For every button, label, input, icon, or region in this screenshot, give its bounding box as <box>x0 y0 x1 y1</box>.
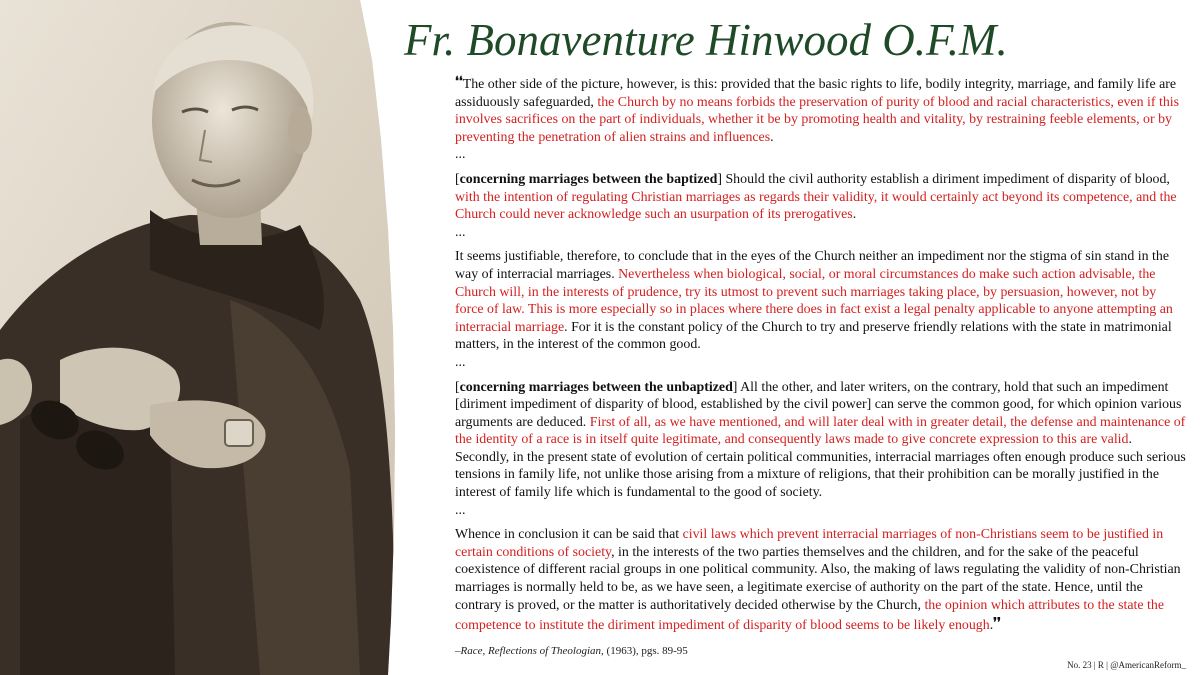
ellipsis: ... <box>455 354 466 370</box>
highlight: First of all, as we have mentioned, and will later deal with in greater detail, the defense and maintenance of the identity of a race is in itself quite legitimate, and consequently laws made to give concrete expression to this are valid <box>455 414 1186 448</box>
paragraph-3: It seems justifiable, therefore, to conclude that in the eyes of the Church neither an impediment nor the stigma of sin stand in the way of interracial marriages. Nevertheless when biological, social, or moral circumstances do make such action advisable, the Church will, in the interests of prudence, try its utmost to prevent such marriages taking place, by persuasion, however, not by force of law. This is more especially so in places where there does in fact exist a legal penalty applicable to anyone attempting an interracial marriage. For it is the constant policy of the Church to try and preserve friendly relations with the state in matrimonial matters, in the interest of the common good. <box>455 249 1173 353</box>
paragraph-4: [concerning marriages between the unbaptized] All the other, and later writers, on the contrary, hold that such an impediment [diriment impediment of disparity of blood, established by the civil power] can serve the common good, for which opinion various arguments are deduced. First of all, as we have mentioned, and will later deal with in greater detail, the defense and maintenance of the identity of a race is in itself quite legitimate, and consequently laws made to give concrete expression to this are valid. Secondly, in the present state of evolution of certain political communities, interracial marriages often enough produce such serious tensions in family life, not unlike those arising from a mixture of religions, that their prohibition can be morally justified in the interest of family life which is fundamental to the good of society. <box>455 379 1186 501</box>
paragraph-2: [concerning marriages between the baptized] Should the civil authority establish a diriment impediment of disparity of blood, with the intention of regulating Christian marriages as regards their validity, it would certainly act beyond its competence, and the Church could never acknowledge such an usurpation of its prerogatives. <box>455 171 1177 223</box>
ellipsis: ... <box>455 224 466 240</box>
close-quote-mark: ❜❜ <box>993 615 1001 630</box>
highlight: the opinion which attributes to the state the competence to institute the diriment impediment of disparity of blood seems to be likely enough <box>455 597 1165 634</box>
open-quote-mark: ❛❛ <box>455 74 463 88</box>
page-title: Fr. Bonaventure Hinwood O.F.M. <box>404 15 1008 65</box>
portrait-illustration <box>0 0 400 675</box>
book-title: Race, Reflections of Theologian <box>460 645 602 657</box>
highlight: with the intention of regulating Christian marriages as regards their validity, it would certainly act beyond its competence, and the Church could never acknowledge such an usurpation of its prerogatives <box>455 189 1177 223</box>
bracket-label: concerning marriages between the baptized <box>459 171 718 187</box>
paragraph-1: ❛❛The other side of the picture, however, is this: provided that the basic rights to life, bodily integrity, marriage, and family life are assiduously safeguarded, the Church by no means forbids the preservation of purity of blood and racial characteristics, even if this involves sacrifices on the part of individuals, whether it be by promoting health and vitality, by restraining feeble elements, or by preventing the penetration of alien strains and influences. <box>455 74 1180 145</box>
ellipsis: ... <box>455 502 466 518</box>
portrait-photo <box>0 0 400 675</box>
ellipsis: ... <box>455 147 466 163</box>
highlight: the Church by no means forbids the preservation of purity of blood and racial characteristics, even if this involves sacrifices on the part of individuals, whether it be by promoting health and vitality, by restraining feeble elements, or by preventing the penetration of alien strains and influences <box>455 94 1180 145</box>
highlight: civil laws which prevent interracial marriages of non-Christians seem to be justified in certain conditions of society <box>455 527 1164 560</box>
quote-body <box>455 73 1187 635</box>
source-citation: –Race, Reflections of Theologian, (1963), pgs. 89-95 <box>455 645 688 657</box>
highlight: Nevertheless when biological, social, or moral circumstances do make such action advisable, the Church will, in the interests of prudence, try its utmost to prevent such marriages taking place, by persuasion, however, not by force of law. This is more especially so in places where there does in fact exist a legal penalty applicable to anyone attempting an interracial marriage <box>455 266 1173 335</box>
paragraph-5: Whence in conclusion it can be said that civil laws which prevent interracial marriages of non-Christians seem to be justified in certain conditions of society, in the interests of the two parties themselves and the children, and for the sake of the peaceful coexistence of different racial groups in one political community. Also, the making of laws regulating the validity of non-Christian marriages is normally held to be, as we have seen, a legitimate exercise of authority on the part of the state. Hence, until the contrary is proved, or the matter is authoritatively decided otherwise by the Church, the opinion which attributes to the state the competence to institute the diriment impediment of disparity of blood seems to be likely enough.❜❜ <box>455 527 1181 634</box>
footer-credit: No. 23 | R | @AmericanReform_ <box>1067 660 1186 670</box>
bracket-label: concerning marriages between the unbaptized <box>459 379 733 395</box>
